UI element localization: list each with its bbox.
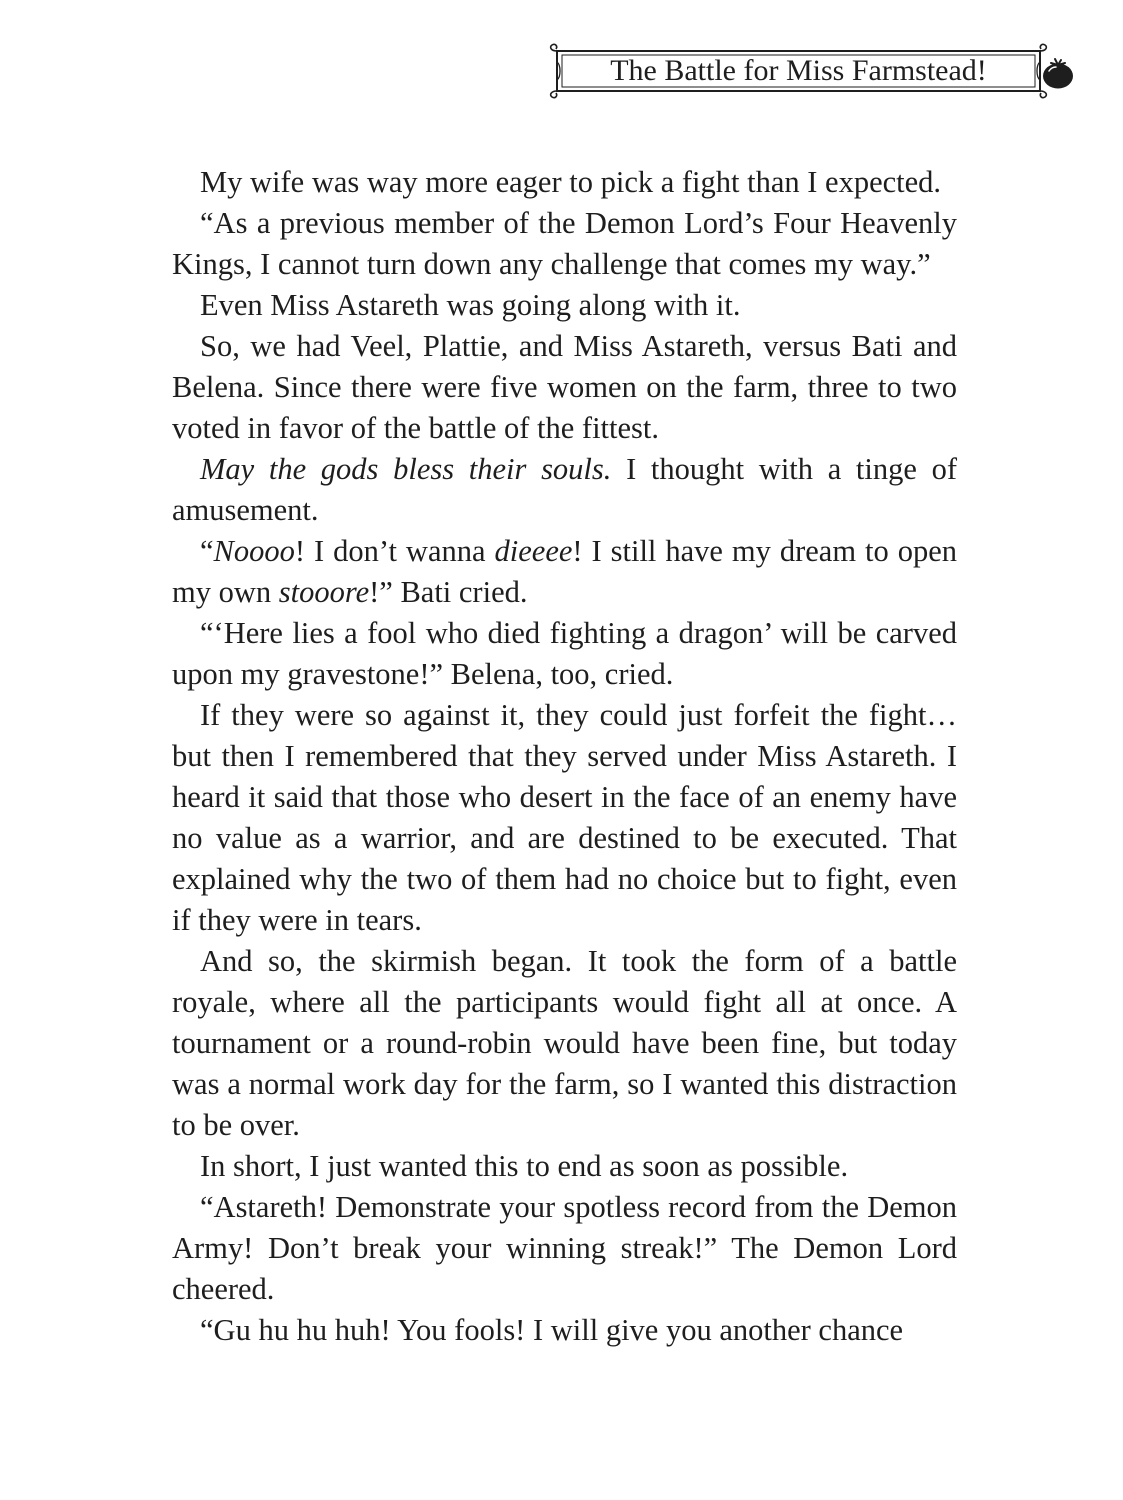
text-run: I thought with a tinge of amusement. <box>172 452 957 527</box>
paragraph <box>172 613 957 695</box>
running-header <box>548 42 1049 100</box>
text-run: Even Miss Astareth was going along with it. <box>200 288 741 322</box>
text-run: My wife was way more eager to pick a fight than I expected. <box>200 165 942 199</box>
chapter-title: The Battle for Miss Farmstead! <box>610 54 987 87</box>
text-run: In short, I just wanted this to end as soon as possible. <box>200 1149 849 1183</box>
paragraph <box>172 1310 957 1351</box>
text-run: “ <box>200 534 214 568</box>
italic-text: May the gods bless their souls. <box>200 452 612 486</box>
text-run: “Astareth! Demonstrate your spotless record from the Demon Army! Don’t break your winning streak!” The Demon Lord cheered. <box>172 1190 957 1306</box>
paragraph <box>172 162 957 203</box>
text-run: So, we had Veel, Plattie, and Miss Astareth, versus Bati and Belena. Since there were five women on the farm, three to two voted in favor of the battle of the fittest. <box>172 329 957 445</box>
italic-text: dieeee <box>494 534 573 568</box>
italic-text: Noooo <box>213 534 295 568</box>
text-run: And so, the skirmish began. It took the form of a battle royale, where all the participants would fight all at once. A tournament or a round-robin would have been fine, but today was a normal work day for the farm, so I wanted this distraction to be over. <box>172 944 957 1142</box>
body-text <box>172 162 957 1351</box>
paragraph <box>172 1187 957 1310</box>
paragraph <box>172 531 957 613</box>
text-run: ! I still have my dream to open my own <box>172 534 958 609</box>
text-run: “Gu hu hu huh! You fools! I will give you another chance <box>200 1313 904 1347</box>
paragraph <box>172 695 957 941</box>
text-run: If they were so against it, they could just forfeit the fight…but then I remembered that they served under Miss Astareth. I heard it said that those who desert in the face of an enemy have no value as a warrior, and are destined to be executed. That explained why the two of them had no choice but to fight, even if they were in tears. <box>172 698 957 937</box>
paragraph <box>172 449 957 531</box>
paragraph <box>172 1146 957 1187</box>
paragraph <box>172 203 957 285</box>
paragraph <box>172 326 957 449</box>
paragraph <box>172 941 957 1146</box>
tomato-icon <box>1040 55 1076 91</box>
text-run: “‘Here lies a fool who died fighting a dragon’ will be carved upon my gravestone!” Belena, too, cried. <box>172 616 957 691</box>
text-run: “As a previous member of the Demon Lord’s Four Heavenly Kings, I cannot turn down any challenge that comes my way.” <box>172 206 957 281</box>
text-run: !” Bati cried. <box>369 575 528 609</box>
paragraph <box>172 285 957 326</box>
text-run: ! I don’t wanna <box>294 534 495 568</box>
italic-text: stooore <box>278 575 370 609</box>
